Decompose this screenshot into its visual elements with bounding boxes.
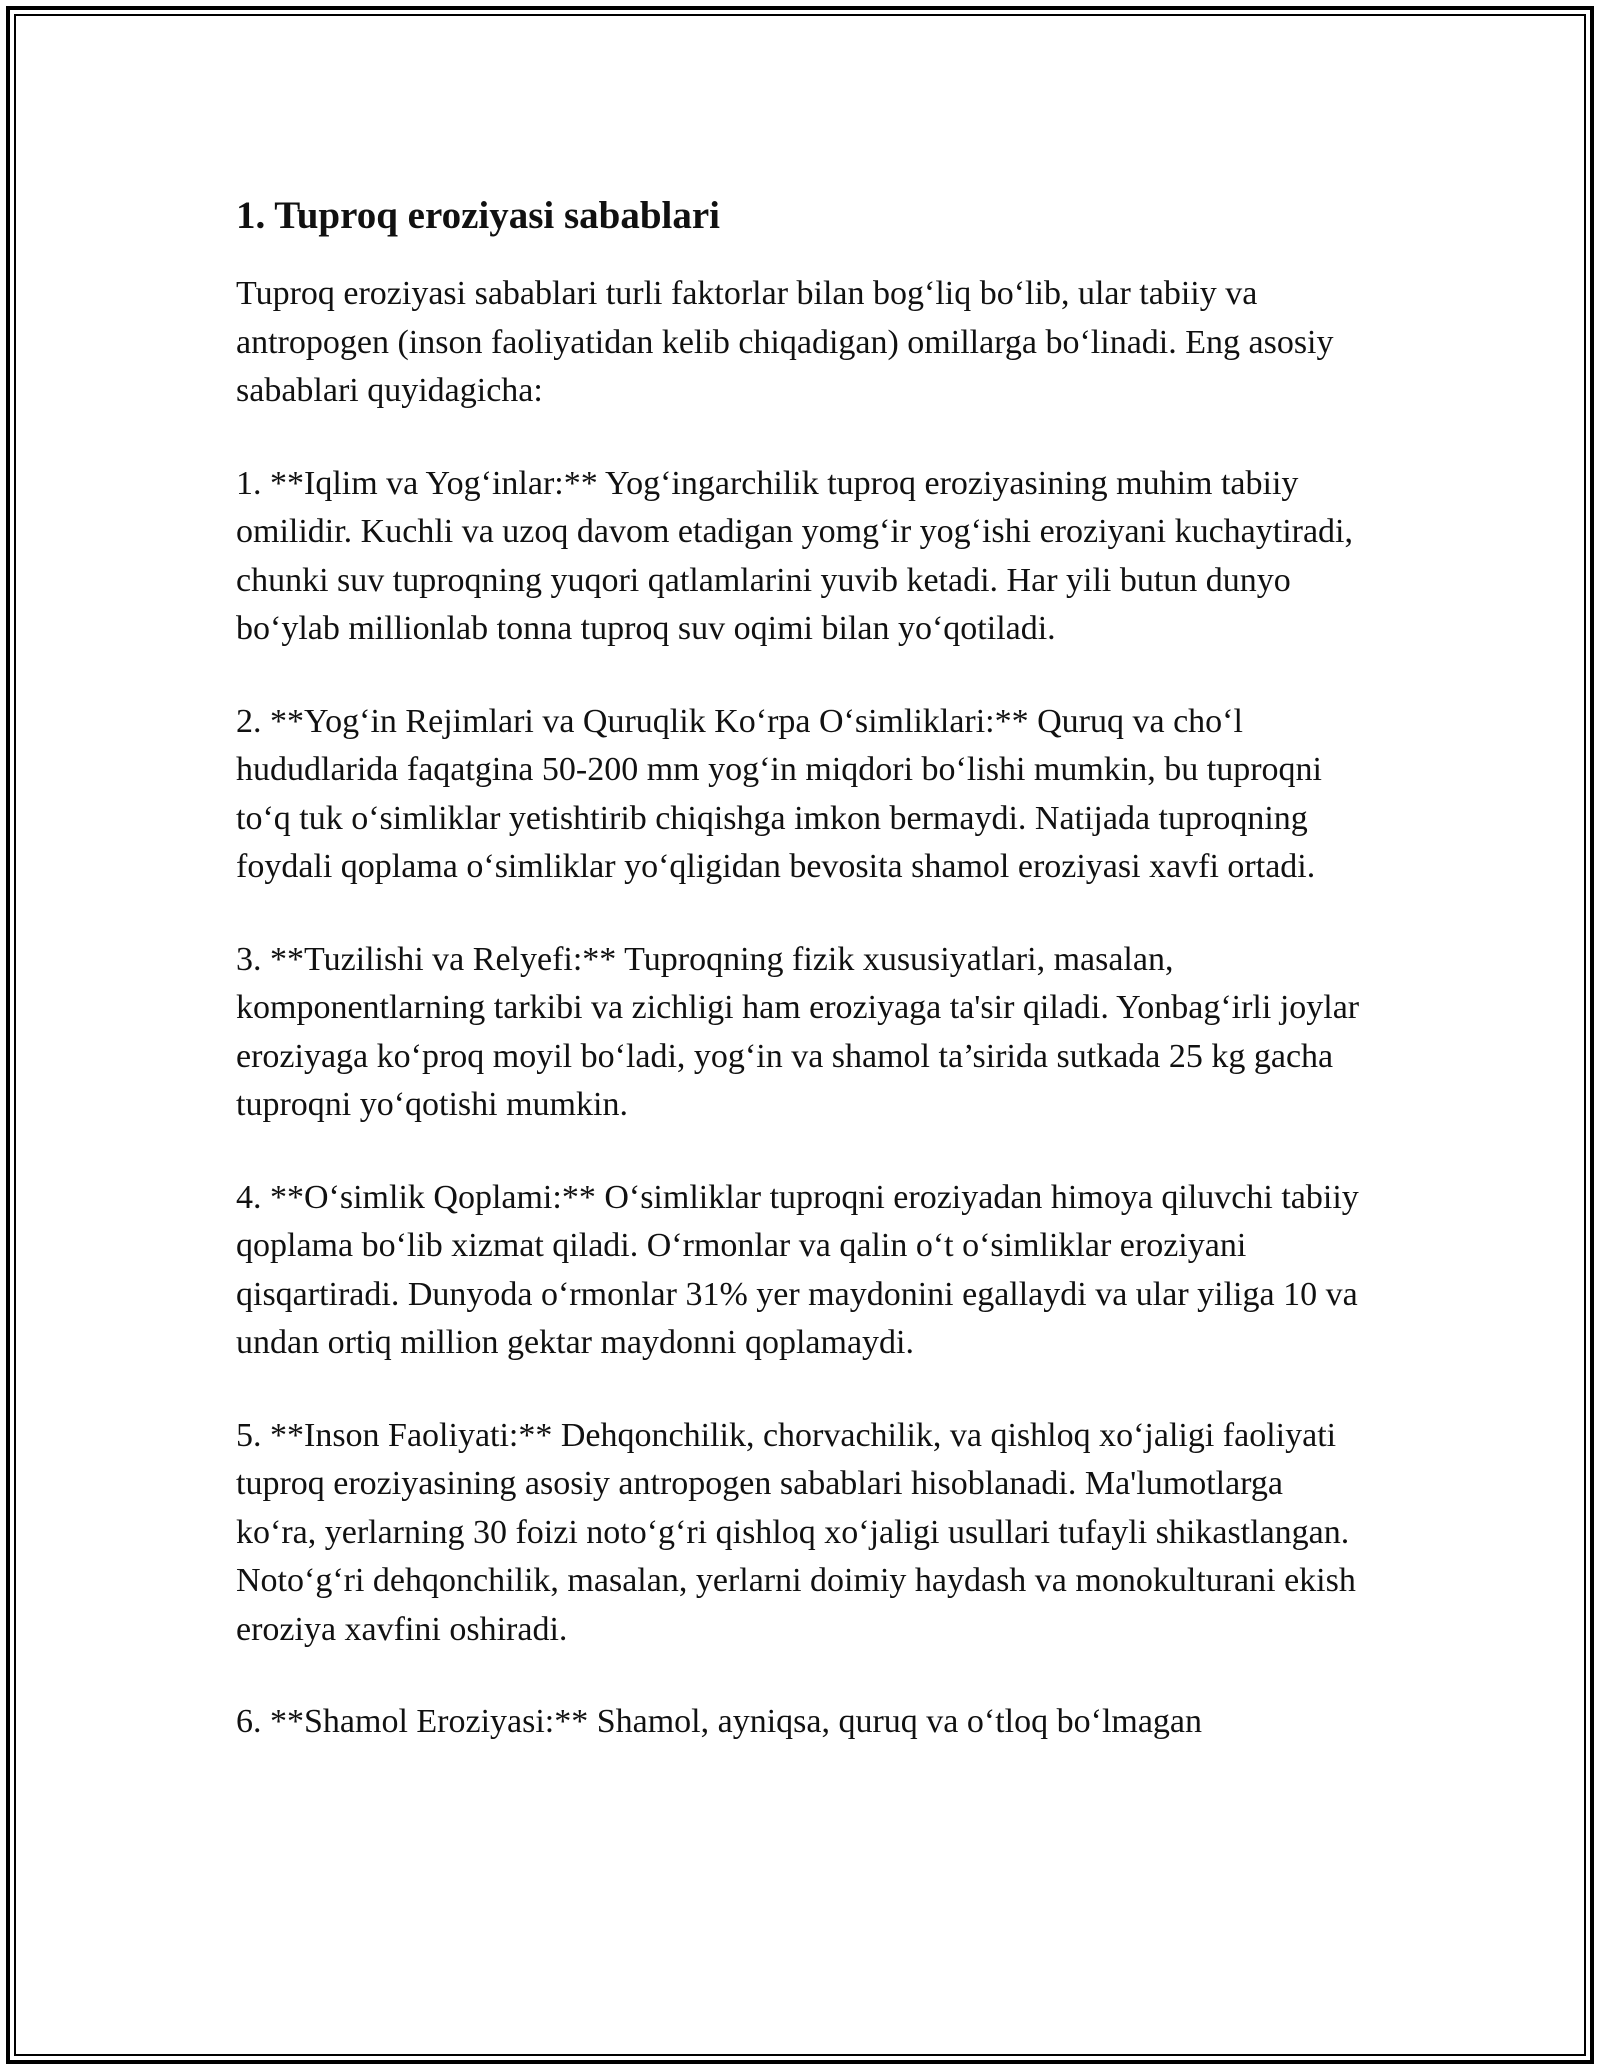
paragraph-climate: 1. **Iqlim va Yog‘inlar:** Yog‘ingarchilik tuproq eroziyasining muhim tabiiy omilidir. Kuchli va uzoq davom etadigan yomg‘ir yog‘ishi eroziyani kuchaytiradi, chunki suv tuproqning yuqori qatlamlarini yuvib ketadi. Har yili butun dunyo bo‘ylab millionlab tonna tuproq suv oqimi bilan yo‘qotiladi.: [236, 464, 1354, 647]
intro-paragraph: Tuproq eroziyasi sabablari turli faktorlar bilan bog‘liq bo‘lib, ular tabiiy va antropogen (inson faoliyatidan kelib chiqadigan) omillarga bo‘linadi. Eng asosiy sabablari quyidagicha:: [236, 275, 1334, 409]
paragraph-wind-erosion: 6. **Shamol Eroziyasi:** Shamol, ayniqsa, quruq va o‘tloq bo‘lmagan: [236, 1703, 1203, 1740]
paragraph-vegetation: 4. **O‘simlik Qoplami:** O‘simliklar tuproqni eroziyadan himoya qiluvchi tabiiy qoplama bo‘lib xizmat qiladi. O‘rmonlar va qalin o‘t o‘simliklar eroziyani qisqartiradi. Dunyoda o‘rmonlar 31% yer maydonini egallaydi va ular yiliga 10 va undan ortiq million gektar maydonni qoplamaydi.: [236, 1178, 1359, 1361]
paragraph-relief: 3. **Tuzilishi va Relyefi:** Tuproqning fizik xususiyatlari, masalan, komponentlarning tarkibi va zichligi ham eroziyaga ta'sir qiladi. Yonbag‘irli joylar eroziyaga ko‘proq moyil bo‘ladi, yog‘in va shamol ta’sirida sutkada 25 kg gacha tuproqni yo‘qotishi mumkin.: [236, 940, 1360, 1123]
section-heading: 1. Tuproq eroziyasi sabablari: [236, 194, 721, 237]
paragraph-human-activity: 5. **Inson Faoliyati:** Dehqonchilik, chorvachilik, va qishloq xo‘jaligi faoliyati tuproq eroziyasining asosiy antropogen sabablari hisoblanadi. Ma'lumotlarga ko‘ra, yerlarning 30 foizi noto‘g‘ri qishloq xo‘jaligi usullari tufayli shikastlangan. Noto‘g‘ri dehqonchilik, masalan, yerlarni doimiy haydash va monokulturani ekish eroziya xavfini oshiradi.: [236, 1416, 1356, 1648]
document-body: [236, 186, 1366, 1747]
paragraph-precipitation: 2. **Yog‘in Rejimlari va Quruqlik Ko‘rpa O‘simliklari:** Quruq va cho‘l hududlarida faqatgina 50-200 mm yog‘in miqdori bo‘lishi mumkin, bu tuproqni to‘q tuk o‘simliklar yetishtirib chiqishga imkon bermaydi. Natijada tuproqning foydali qoplama o‘simliklar yo‘qligidan bevosita shamol eroziyasi xavfi ortadi.: [236, 702, 1322, 885]
